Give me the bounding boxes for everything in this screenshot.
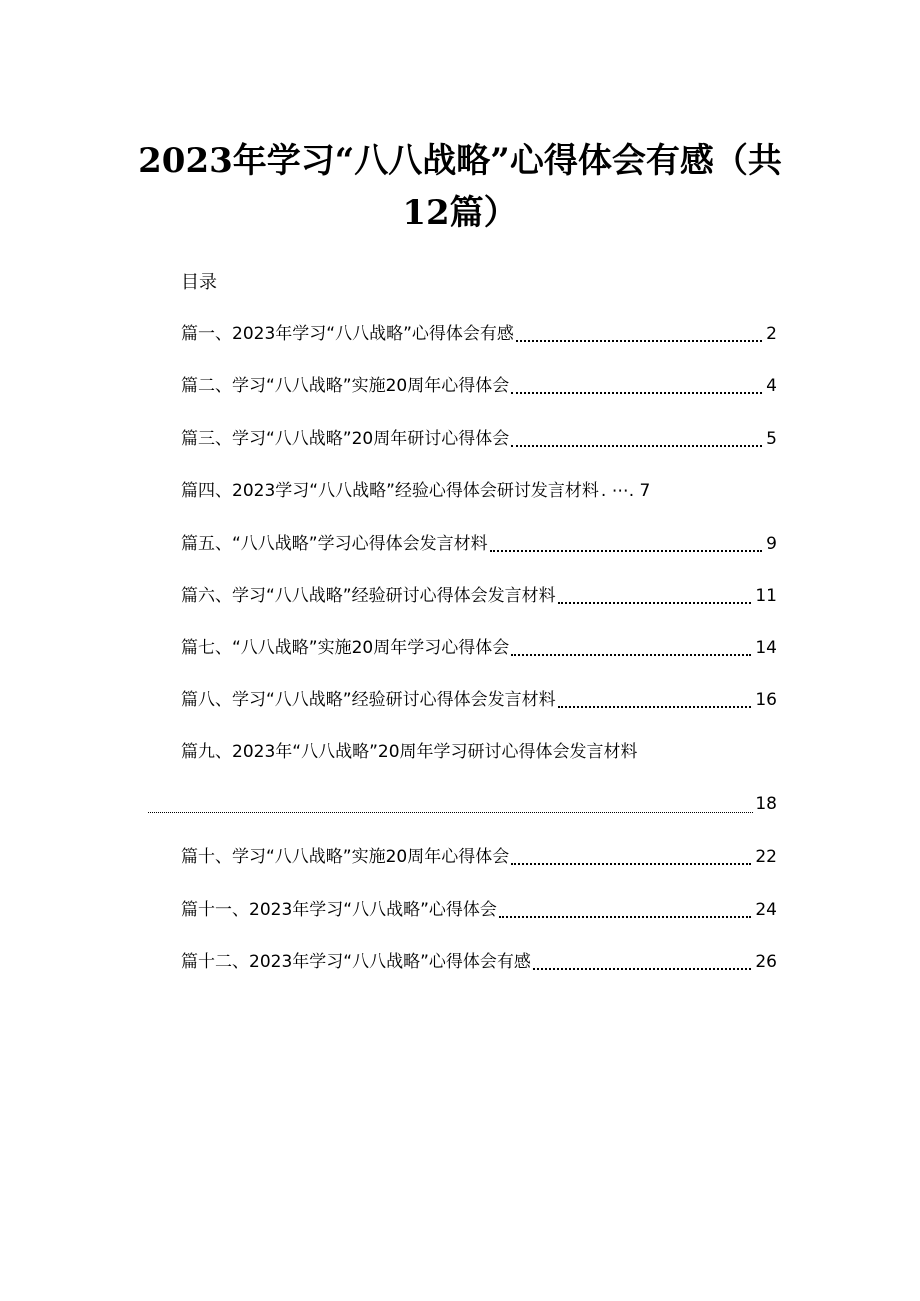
toc-entry-label: 篇十二、2023年学习“八八战略”心得体会有感 <box>181 952 531 972</box>
toc-dot-leader <box>511 445 762 447</box>
document-title-line-2: 12篇） <box>402 193 518 233</box>
toc-entry-page: 11 <box>755 586 777 606</box>
toc-entry-label: 篇十一、2023年学习“八八战略”心得体会 <box>181 900 497 920</box>
toc-entry-label: 篇七、“八八战略”实施20周年学习心得体会 <box>181 638 510 658</box>
toc-entry-9-leader-line[interactable] <box>148 790 777 818</box>
toc-entry-label: 篇五、“八八战略”学习心得体会发言材料 <box>181 534 488 554</box>
toc-entry-label: 篇九、2023年“八八战略”20周年学习研讨心得体会发言材料 <box>181 742 638 762</box>
toc-entry-1[interactable] <box>181 320 777 348</box>
toc-dot-leader <box>499 916 751 918</box>
toc-entry-page: 4 <box>766 376 777 396</box>
toc-entry-10[interactable] <box>181 843 777 871</box>
toc-entry-page: 22 <box>755 847 777 867</box>
toc-entry-label: 篇十、学习“八八战略”实施20周年心得体会 <box>181 847 510 867</box>
toc-entry-page: 5 <box>766 429 777 449</box>
toc-entry-label: 篇三、学习“八八战略”20周年研讨心得体会 <box>181 429 510 449</box>
toc-entry-page: 16 <box>755 690 777 710</box>
toc-dot-leader <box>490 550 763 552</box>
toc-entry-4[interactable] <box>181 477 650 505</box>
toc-entry-label: 篇六、学习“八八战略”经验研讨心得体会发言材料 <box>181 586 556 606</box>
toc-entry-12[interactable] <box>181 948 777 976</box>
toc-entry-5[interactable] <box>181 530 777 558</box>
toc-dot-leader <box>511 392 762 394</box>
toc-dot-leader <box>511 654 751 656</box>
toc-entry-2[interactable] <box>181 372 777 400</box>
toc-dot-leader <box>558 706 752 708</box>
toc-entry-page: 2 <box>766 324 777 344</box>
toc-entry-page: 24 <box>755 900 777 920</box>
toc-entry-label: 篇八、学习“八八战略”经验研讨心得体会发言材料 <box>181 690 556 710</box>
document-title-line-1: 2023年学习“八八战略”心得体会有感（共 <box>138 141 782 181</box>
toc-entry-label: 篇二、学习“八八战略”实施20周年心得体会 <box>181 376 510 396</box>
toc-dot-leader <box>148 812 753 813</box>
toc-entry-page: 14 <box>755 638 777 658</box>
toc-entry-page: 9 <box>766 534 777 554</box>
toc-entry-7[interactable] <box>181 634 777 662</box>
toc-dot-leader <box>516 340 762 342</box>
toc-dot-leader <box>511 863 751 865</box>
toc-heading: 目录 <box>181 272 217 293</box>
toc-dot-leader <box>558 602 752 604</box>
toc-entry-8[interactable] <box>181 686 777 714</box>
toc-entry-11[interactable] <box>181 896 777 924</box>
toc-entry-page: 26 <box>755 952 777 972</box>
toc-entry-page: 18 <box>755 794 777 814</box>
toc-entry-label: 篇一、2023年学习“八八战略”心得体会有感 <box>181 324 514 344</box>
toc-entry-page: . ⋯. 7 <box>600 481 651 501</box>
toc-entry-label: 篇四、2023学习“八八战略”经验心得体会研讨发言材料 <box>181 481 599 501</box>
toc-entry-9[interactable] <box>181 738 638 766</box>
toc-dot-leader <box>533 968 751 970</box>
toc-entry-3[interactable] <box>181 425 777 453</box>
toc-entry-6[interactable] <box>181 582 777 610</box>
